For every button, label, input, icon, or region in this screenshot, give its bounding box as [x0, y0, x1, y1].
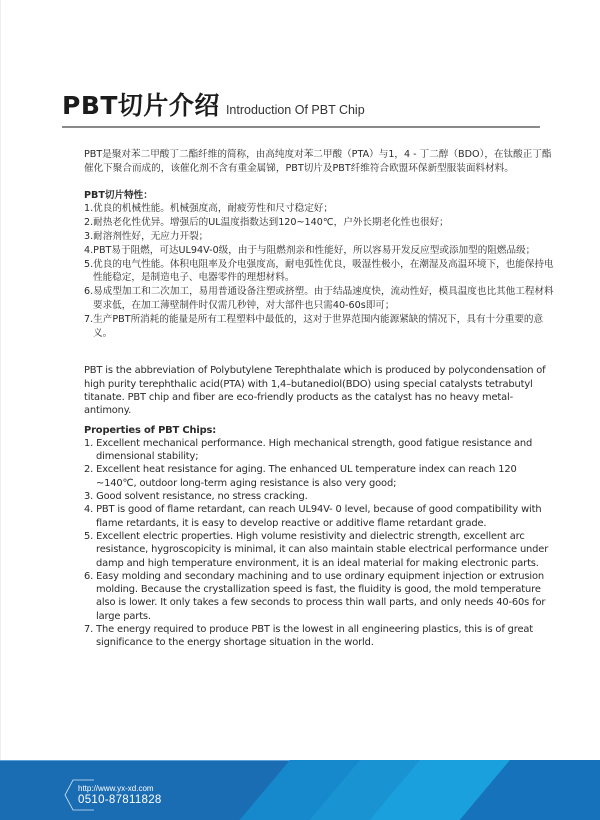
page-edge: [0, 0, 1, 760]
document-body: [84, 148, 554, 650]
list-item: 3. Good solvent resistance, no stress cracking.: [84, 491, 308, 503]
footer-banner: [0, 760, 600, 820]
list-item: 2.耐热老化性优异。增强后的UL温度指数达到120~140℃，户外长期老化性也很好；: [84, 217, 449, 229]
chinese-section: [84, 148, 554, 340]
list-item: 4.PBT易于阻燃，可达UL94V-0级，由于与阻燃剂亲和性能好，所以容易开发反应型或添加型的阻燃品级；: [84, 244, 536, 256]
page-header: [62, 92, 532, 128]
list-item: 1. Excellent mechanical performance. High mechanical strength, good fatigue resistance and dimensional stability;: [84, 437, 533, 463]
page-title-chinese: PBT切片介绍: [62, 91, 220, 120]
english-properties-list: [84, 437, 554, 650]
list-item: 3.耐溶剂性好，无应力开裂；: [84, 230, 209, 242]
contact-block: [64, 778, 174, 818]
phone-number: 0510-87811828: [78, 794, 162, 806]
chinese-properties-heading: PBT切片特性：: [84, 189, 153, 201]
title-divider: [62, 126, 540, 128]
page-title-english: Introduction Of PBT Chip: [225, 103, 365, 117]
english-section: [84, 364, 554, 649]
list-item: 6. Easy molding and secondary machining and to use ordinary equipment injection or extrusion molding. Because the crystallization speed is fast, the fluidity is good, the mold temperature also is lower. It only takes a few seconds to process thin wall parts, and only needs 40-60s for large parts.: [84, 570, 546, 622]
english-properties-heading: Properties of PBT Chips:: [84, 424, 217, 436]
list-item: 2. Excellent heat resistance for aging. The enhanced UL temperature index can reach 120 ~140℃, outdoor long-term aging resistance is also very good;: [84, 464, 517, 489]
english-intro-paragraph: PBT is the abbreviation of Polybutylene Terephthalate which is produced by polycondensation of high purity terephthalic acid(PTA) with 1,4–butanediol(BDO) using special catalysts tetrabutyl titanate. PBT chip and fiber are eco-friendly products as the catalyst has no heavy metal-antimony.: [84, 365, 546, 417]
chinese-properties-list: [84, 202, 554, 340]
chinese-intro-paragraph: PBT是聚对苯二甲酸丁二酯纤维的简称，由高纯度对苯二甲酸（PTA）与1，4 - 丁二醇（BDO），在钛酸正丁酯催化下聚合而成的，该催化剂不含有重金属锑，PBT切片及PBT纤维符合欧盟环保新型服装面料材料。: [84, 149, 552, 174]
list-item: 5. Excellent electric properties. High volume resistivity and dielectric strength, excellent arc resistance, hygroscopicity is minimal, it can also maintain stable electrical performance under damp and high temperature environment, it is an ideal material for making electronic parts.: [84, 530, 549, 569]
list-item: 7. The energy required to produce PBT is the lowest in all engineering plastics, this is of great significance to the energy shortage situation in the world.: [84, 624, 533, 649]
list-item: 1.优良的机械性能。机械强度高，耐疲劳性和尺寸稳定好；: [84, 203, 333, 215]
website-url[interactable]: http://www.yx-xd.com: [78, 784, 154, 793]
list-item: 4. PBT is good of flame retardant, can reach UL94V- 0 level, because of good compatibility with flame retardants, it is easy to develop reactive or additive flame retardant grade.: [84, 504, 542, 529]
list-item: 7.生产PBT所消耗的能量是所有工程塑料中最低的，这对于世界范围内能源紧缺的情况下，具有十分重要的意义。: [84, 313, 544, 339]
list-item: 6.易成型加工和二次加工，易用普通设备注塑或挤塑。由于结晶速度快，流动性好，模具温度也比其他工程材料要求低，在加工薄壁制件时仅需几秒钟，对大部件也只需40-60s即可；: [84, 286, 554, 311]
list-item: 5.优良的电气性能。体积电阻率及介电强度高，耐电弧性优良，吸湿性极小，在潮湿及高温环境下，也能保持电性能稳定，是制造电子、电器零件的理想材料。: [84, 258, 554, 284]
title-row: [62, 92, 532, 120]
